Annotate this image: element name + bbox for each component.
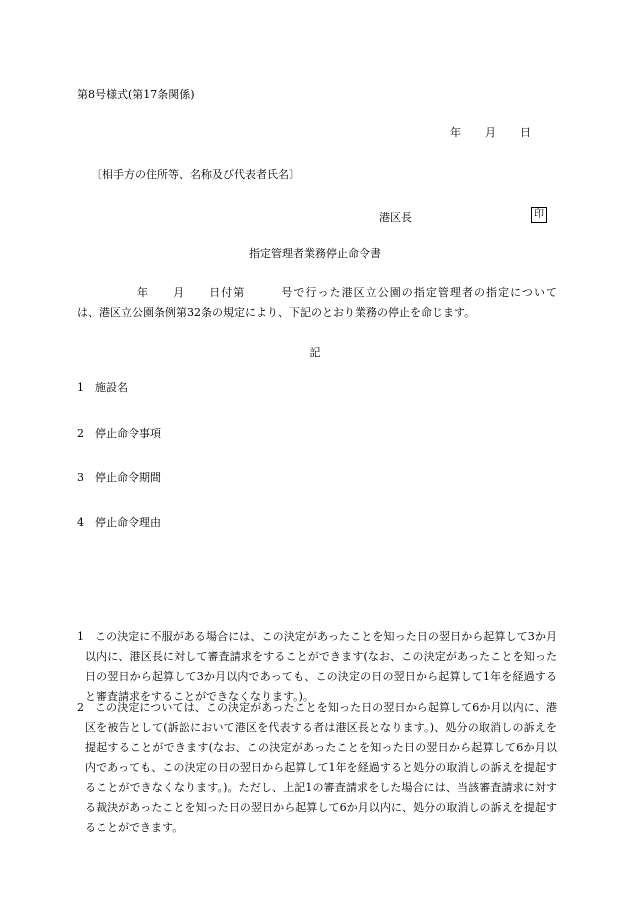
date-month: 月 (485, 126, 496, 139)
date-year: 年 (450, 126, 461, 139)
note-text: この決定に不服がある場合には、この決定があったことを知った日の翌日から起算して3か月以内に、港区長に対して審査請求をすることができます(なお、この決定があったことを知った日の翌日から起算して3か月以内であっても、この決定の日の翌日から起算して1年を経過すると審査請求をすることができなくなります。)。 (85, 630, 557, 703)
ki-heading: 記 (309, 346, 321, 359)
item-facility-name (77, 379, 128, 395)
item-number: 2 (77, 427, 84, 440)
issuing-authority: 港区長 (379, 211, 412, 224)
item-label: 停止命令理由 (95, 516, 161, 529)
recipient-placeholder: 〔相手方の住所等、名称及び代表者氏名〕 (91, 168, 300, 181)
item-suspension-matters (77, 425, 161, 441)
body-line-2: は、港区立公園条例第32条の規定により、下記のとおり業務の停止を命じます。 (77, 306, 476, 319)
body-line-1: 年 月 日付第 号で行った港区立公園の指定管理者の指定について (137, 286, 557, 299)
note-number: 1 (77, 630, 84, 643)
note-number: 2 (77, 701, 84, 714)
date-line (450, 124, 531, 140)
item-label: 施設名 (95, 381, 128, 394)
document-title: 指定管理者業務停止命令書 (249, 247, 381, 260)
date-day: 日 (520, 126, 531, 139)
note-lawsuit (77, 698, 557, 838)
form-number: 第8号様式(第17条関係) (77, 88, 195, 101)
item-number: 1 (77, 381, 84, 394)
item-number: 4 (77, 516, 84, 529)
item-suspension-period (77, 469, 161, 485)
item-suspension-reason (77, 514, 161, 530)
note-appeal (77, 627, 557, 707)
item-number: 3 (77, 471, 84, 484)
seal-mark: 印 (531, 207, 547, 223)
note-text: この決定については、この決定があったことを知った日の翌日から起算して6か月以内に、港区を被告として(訴訟において港区を代表する者は港区長となります。)、処分の取消しの訴えを提起することができます(なお、この決定があったことを知った日の翌日から起算して6か月以内であっても、この決定の日の翌日から起算して1年を経過すると処分の取消しの訴えを提起することができなくなります。)。ただし、上記1の審査請求をした場合には、当該審査請求に対する裁決があったことを知った日の翌日から起算して6か月以内に、処分の取消しの訴えを提起することができます。 (85, 701, 557, 834)
item-label: 停止命令事項 (95, 427, 161, 440)
item-label: 停止命令期間 (95, 471, 161, 484)
